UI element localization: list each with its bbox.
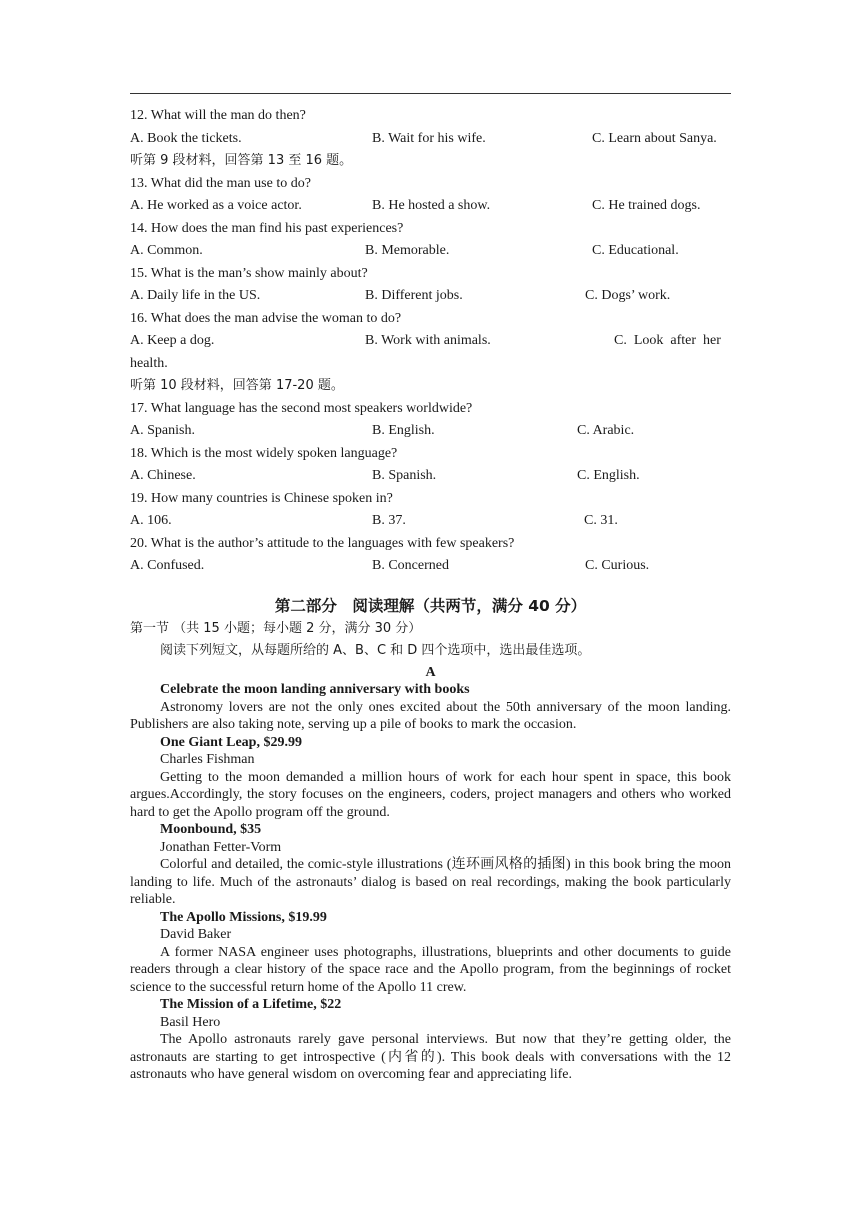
option-a: A. Common. <box>130 243 203 258</box>
options-13 <box>130 195 731 218</box>
question-13: 13. What did the man use to do? <box>130 175 311 191</box>
option-c: C. Educational. <box>592 243 679 258</box>
book-author: David Baker <box>160 927 232 942</box>
options-17 <box>130 420 731 443</box>
option-b: B. Spanish. <box>372 468 437 483</box>
header-rule <box>130 93 731 94</box>
option-a: A. Spanish. <box>130 423 195 438</box>
option-a: A. 106. <box>130 513 172 528</box>
part-2-title: 第二部分 阅读理解（共两节，满分 40 分） <box>274 596 587 615</box>
option-a: A. Chinese. <box>130 468 196 483</box>
question-14: 14. How does the man find his past experiences? <box>130 220 404 236</box>
section-10-instruction: 听第 10 段材料，回答第 17-20 题。 <box>130 378 344 393</box>
book-title: Moonbound, $35 <box>160 822 262 837</box>
passage-intro: Astronomy lovers are not the only ones excited about the 50th anniversary of the moon landing. Publishers are also taking note, serving up a pile of books to mark the occasion. <box>130 699 731 732</box>
options-14 <box>130 240 731 263</box>
question-20: 20. What is the author’s attitude to the languages with few speakers? <box>130 535 515 551</box>
section-9-instruction: 听第 9 段材料，回答第 13 至 16 题。 <box>130 153 353 168</box>
option-b: B. Different jobs. <box>365 288 463 303</box>
options-16 <box>130 330 731 353</box>
option-b: B. Concerned <box>372 558 449 573</box>
book-title: The Mission of a Lifetime, $22 <box>160 997 342 1012</box>
option-a: A. He worked as a voice actor. <box>130 198 302 213</box>
option-a: A. Confused. <box>130 558 205 573</box>
book-author: Charles Fishman <box>160 752 255 767</box>
options-12 <box>130 128 731 151</box>
section-1-heading: 第一节 （共 15 小题；每小题 2 分，满分 30 分） <box>130 620 422 636</box>
options-15 <box>130 285 731 308</box>
passage-title: Celebrate the moon landing anniversary with books <box>160 682 470 697</box>
book-description: The Apollo astronauts rarely gave personal interviews. But now that they’re getting older, the astronauts are starting to get introspective (内省的). This book deals with conversations with the 12 astronauts who have general wisdom on overcoming fear and appreciating life. <box>130 1032 731 1082</box>
option-c-continuation: health. <box>130 355 168 371</box>
option-b: B. He hosted a show. <box>372 198 491 213</box>
option-b: B. 37. <box>372 513 406 528</box>
question-17: 17. What language has the second most speakers worldwide? <box>130 400 473 416</box>
option-c: C. He trained dogs. <box>592 198 701 213</box>
option-c: C. Arabic. <box>577 423 635 438</box>
passage-a <box>130 664 731 1084</box>
book-title: The Apollo Missions, $19.99 <box>160 909 327 925</box>
options-19 <box>130 510 731 533</box>
option-c: C. 31. <box>584 513 618 528</box>
option-c: C. Curious. <box>585 558 650 573</box>
option-a: A. Keep a dog. <box>130 333 215 348</box>
option-c: C. English. <box>577 468 640 483</box>
passage-label: A <box>425 664 436 680</box>
question-16: 16. What does the man advise the woman to do? <box>130 310 402 326</box>
question-12: 12. What will the man do then? <box>130 108 306 123</box>
option-a: A. Daily life in the US. <box>130 288 261 303</box>
book-description: Getting to the moon demanded a million hours of work for each hour spent in space, this book argues.Accordingly, the story focuses on the engineers, coders, project managers and others who worked hard to get the Apollo program off the ground. <box>130 769 731 820</box>
options-18 <box>130 465 731 488</box>
book-title: One Giant Leap, $29.99 <box>160 734 302 750</box>
option-c: C. Dogs’ work. <box>585 288 671 303</box>
question-19: 19. How many countries is Chinese spoken in? <box>130 490 393 506</box>
book-author: Basil Hero <box>160 1014 221 1030</box>
book-description: Colorful and detailed, the comic-style illustrations (连环画风格的插图) in this book bring the moon landing to life. Much of the astronauts’ dialog is based on real recordings, making the book particularly reliable. <box>130 857 731 907</box>
book-author: Jonathan Fetter-Vorm <box>160 839 282 855</box>
option-b: B. Memorable. <box>365 243 450 258</box>
option-b: B. Work with animals. <box>365 333 491 348</box>
option-a: A. Book the tickets. <box>130 130 242 146</box>
question-15: 15. What is the man’s show mainly about? <box>130 265 368 281</box>
question-18: 18. Which is the most widely spoken language? <box>130 445 398 461</box>
option-c: C. Look after her <box>614 333 721 348</box>
option-b: B. English. <box>372 423 435 438</box>
book-description: A former NASA engineer uses photographs, illustrations, blueprints and other documents to guide readers through a clear history of the space race and the Apollo program, from the beginnings of rocket science to the successful return home of the Apollo 11 crew. <box>130 944 731 995</box>
option-b: B. Wait for his wife. <box>372 130 486 146</box>
exam-page <box>130 105 731 1084</box>
option-c: C. Learn about Sanya. <box>592 130 717 146</box>
reading-instruction: 阅读下列短文，从每题所给的 A、B、C 和 D 四个选项中，选出最佳选项。 <box>160 642 591 658</box>
options-20 <box>130 555 731 578</box>
